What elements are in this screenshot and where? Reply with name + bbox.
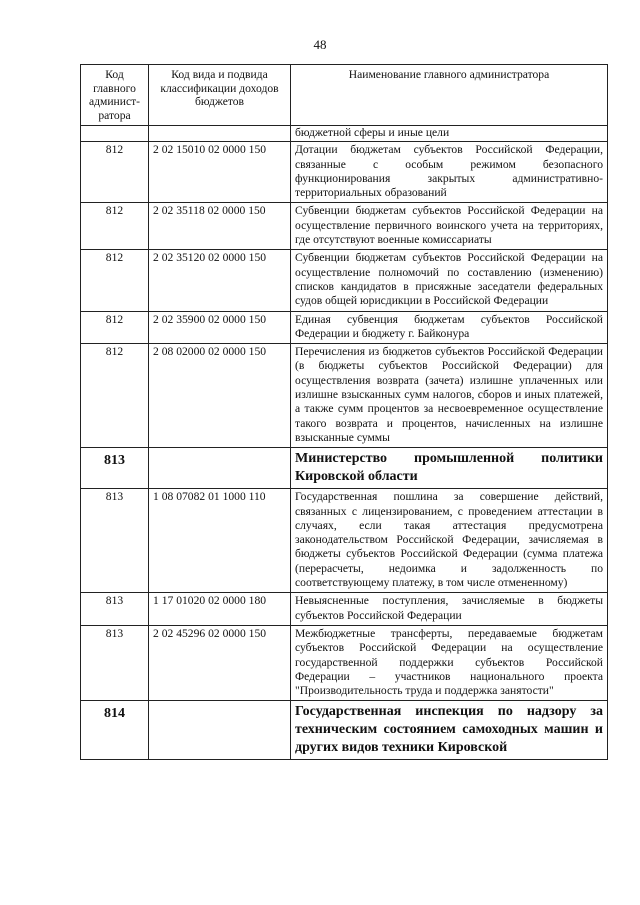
administrator-code-cell: 813 — [81, 448, 149, 489]
revenue-code-cell: 2 02 15010 02 0000 150 — [149, 142, 291, 203]
administrator-name-cell: Субвенции бюджетам субъектов Российской Федерации на осуществление полномочий по составлению (изменению) списков кандидатов в присяжные заседатели федеральных судов общей юрисдикции в Российской Федерации — [291, 250, 608, 311]
administrator-code-cell — [81, 126, 149, 142]
revenue-administrators-table — [80, 64, 608, 760]
table-header-row — [81, 65, 608, 126]
administrator-name-cell: Министерство промышленной политики Кировской области — [291, 448, 608, 489]
administrator-code-cell: 814 — [81, 701, 149, 760]
page-number: 48 — [313, 37, 327, 52]
header-kbk: Код вида и подвида классификации доходов бюджетов — [149, 65, 291, 126]
administrator-name-cell: Межбюджетные трансферты, передаваемые бюджетам субъектов Российской Федерации на осуществление государственной поддержки субъектов Российской Федерации – участников национального проекта "Производительность труда и поддержка занятости" — [291, 625, 608, 700]
revenue-code-cell — [149, 448, 291, 489]
administrator-name-cell: Единая субвенция бюджетам субъектов Российской Федерации и бюджету г. Байконура — [291, 311, 608, 344]
administrator-name-cell: Государственная пошлина за совершение действий, связанных с лицензированием, с проведением аттестации в случаях, если такая аттестация предусмотрена законодательством Российской Федерации, зачисляемая в бюджеты субъектов Российской Федерации (сумма платежа (перерасчеты, недоимка и задолженность по соответствующему платежу, в том числе отмененному) — [291, 489, 608, 593]
table-row — [81, 311, 608, 344]
administrator-code-cell: 812 — [81, 203, 149, 250]
administrator-code-cell: 812 — [81, 344, 149, 448]
administrator-name-cell: Невыясненные поступления, зачисляемые в бюджеты субъектов Российской Федерации — [291, 593, 608, 626]
administrator-code-cell: 812 — [81, 311, 149, 344]
revenue-code-cell — [149, 126, 291, 142]
revenue-code-cell: 1 17 01020 02 0000 180 — [149, 593, 291, 626]
administrator-name-cell: Субвенции бюджетам субъектов Российской Федерации на осуществление первичного воинского учета на территориях, где отсутствуют военные комиссариаты — [291, 203, 608, 250]
administrator-heading-row — [81, 448, 608, 489]
administrator-name-cell: бюджетной сферы и иные цели — [291, 126, 608, 142]
administrator-code-cell: 813 — [81, 489, 149, 593]
administrator-code-cell: 813 — [81, 593, 149, 626]
table-row — [81, 344, 608, 448]
table-row — [81, 126, 608, 142]
table-row — [81, 593, 608, 626]
table-row — [81, 489, 608, 593]
administrator-name-cell: Дотации бюджетам субъектов Российской Федерации, связанные с особым режимом безопасного функционирования закрытых административно-территориальных образований — [291, 142, 608, 203]
revenue-code-cell: 2 02 45296 02 0000 150 — [149, 625, 291, 700]
table-row — [81, 250, 608, 311]
revenue-code-cell: 2 02 35118 02 0000 150 — [149, 203, 291, 250]
table-body — [81, 65, 608, 760]
table-row — [81, 203, 608, 250]
administrator-code-cell: 813 — [81, 625, 149, 700]
administrator-name-cell: Государственная инспекция по надзору за техническим состоянием самоходных машин и других видов техники Кировской — [291, 701, 608, 760]
revenue-code-cell: 2 08 02000 02 0000 150 — [149, 344, 291, 448]
revenue-code-cell: 1 08 07082 01 1000 110 — [149, 489, 291, 593]
administrator-code-cell: 812 — [81, 250, 149, 311]
header-code: Код главного админист-ратора — [81, 65, 149, 126]
administrator-name-cell: Перечисления из бюджетов субъектов Российской Федерации (в бюджеты субъектов Российской Федерации) для осуществления возврата (зачета) излишне уплаченных или излишне взысканных сумм налогов, сборов и иных платежей, а также сумм процентов за несвоевременное осуществление такого возврата и процентов, начисленных на излишне взысканные суммы — [291, 344, 608, 448]
table-row — [81, 625, 608, 700]
revenue-code-cell: 2 02 35900 02 0000 150 — [149, 311, 291, 344]
revenue-code-cell — [149, 701, 291, 760]
revenue-code-cell: 2 02 35120 02 0000 150 — [149, 250, 291, 311]
administrator-heading-row — [81, 701, 608, 760]
header-name: Наименование главного администратора — [291, 65, 608, 126]
table-row — [81, 142, 608, 203]
administrator-code-cell: 812 — [81, 142, 149, 203]
